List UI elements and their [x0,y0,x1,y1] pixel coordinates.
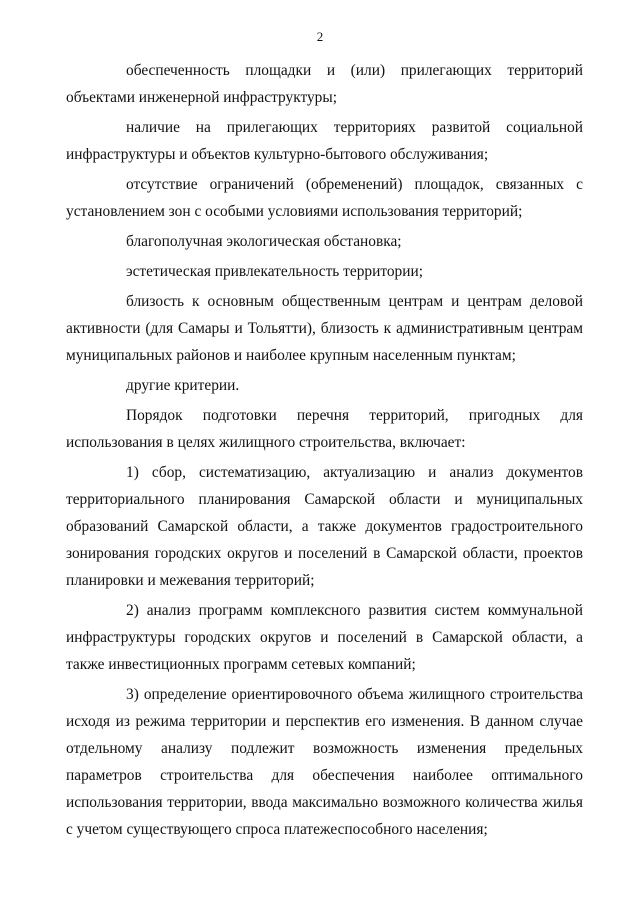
paragraph-social-infrastructure: наличие на прилегающих территориях развитой социальной инфраструктуры и объектов культурно-бытового обслуживания; [66,119,583,163]
page-number: 2 [316,29,324,44]
paragraph-aesthetics: эстетическая привлекательность территории; [126,263,424,280]
list-item-1: 1) сбор, систематизацию, актуализацию и анализ документов территориального планирования Самарской области и муниципальных образований Самарской области, а также документов градостроительного зонирования городских округов и поселений в Самарской области, проектов планировки и межевания территорий; [66,464,583,589]
list-item-2: 2) анализ программ комплексного развития систем коммунальной инфраструктуры городских округов и поселений в Самарской области, а также инвестиционных программ сетевых компаний; [66,602,583,673]
paragraph-ecology: благополучная экологическая обстановка; [126,233,402,250]
list-item-3: 3) определение ориентировочного объема жилищного строительства исходя из режима территории и перспектив его изменения. В данном случае отдельному анализу подлежит возможность изменения предельных параметров строительства для обеспечения наиболее оптимального использования территории, ввода максимально возможного количества жилья с учетом существующего спроса платежеспособного населения; [66,686,583,838]
document-body [66,57,583,843]
paragraph-other-criteria: другие критерии. [126,377,240,394]
paragraph-proximity: близость к основным общественным центрам и центрам деловой активности (для Самары и Тольятти), близость к административным центрам муниципальных районов и наиболее крупным населенным пунктам; [66,293,583,364]
paragraph-procedure-intro: Порядок подготовки перечня территорий, пригодных для использования в целях жилищного строительства, включает: [66,407,583,451]
paragraph-infrastructure-provision: обеспеченность площадки и (или) прилегающих территорий объектами инженерной инфраструктуры; [66,62,583,106]
paragraph-no-restrictions: отсутствие ограничений (обременений) площадок, связанных с установлением зон с особыми условиями использования территорий; [66,176,583,220]
